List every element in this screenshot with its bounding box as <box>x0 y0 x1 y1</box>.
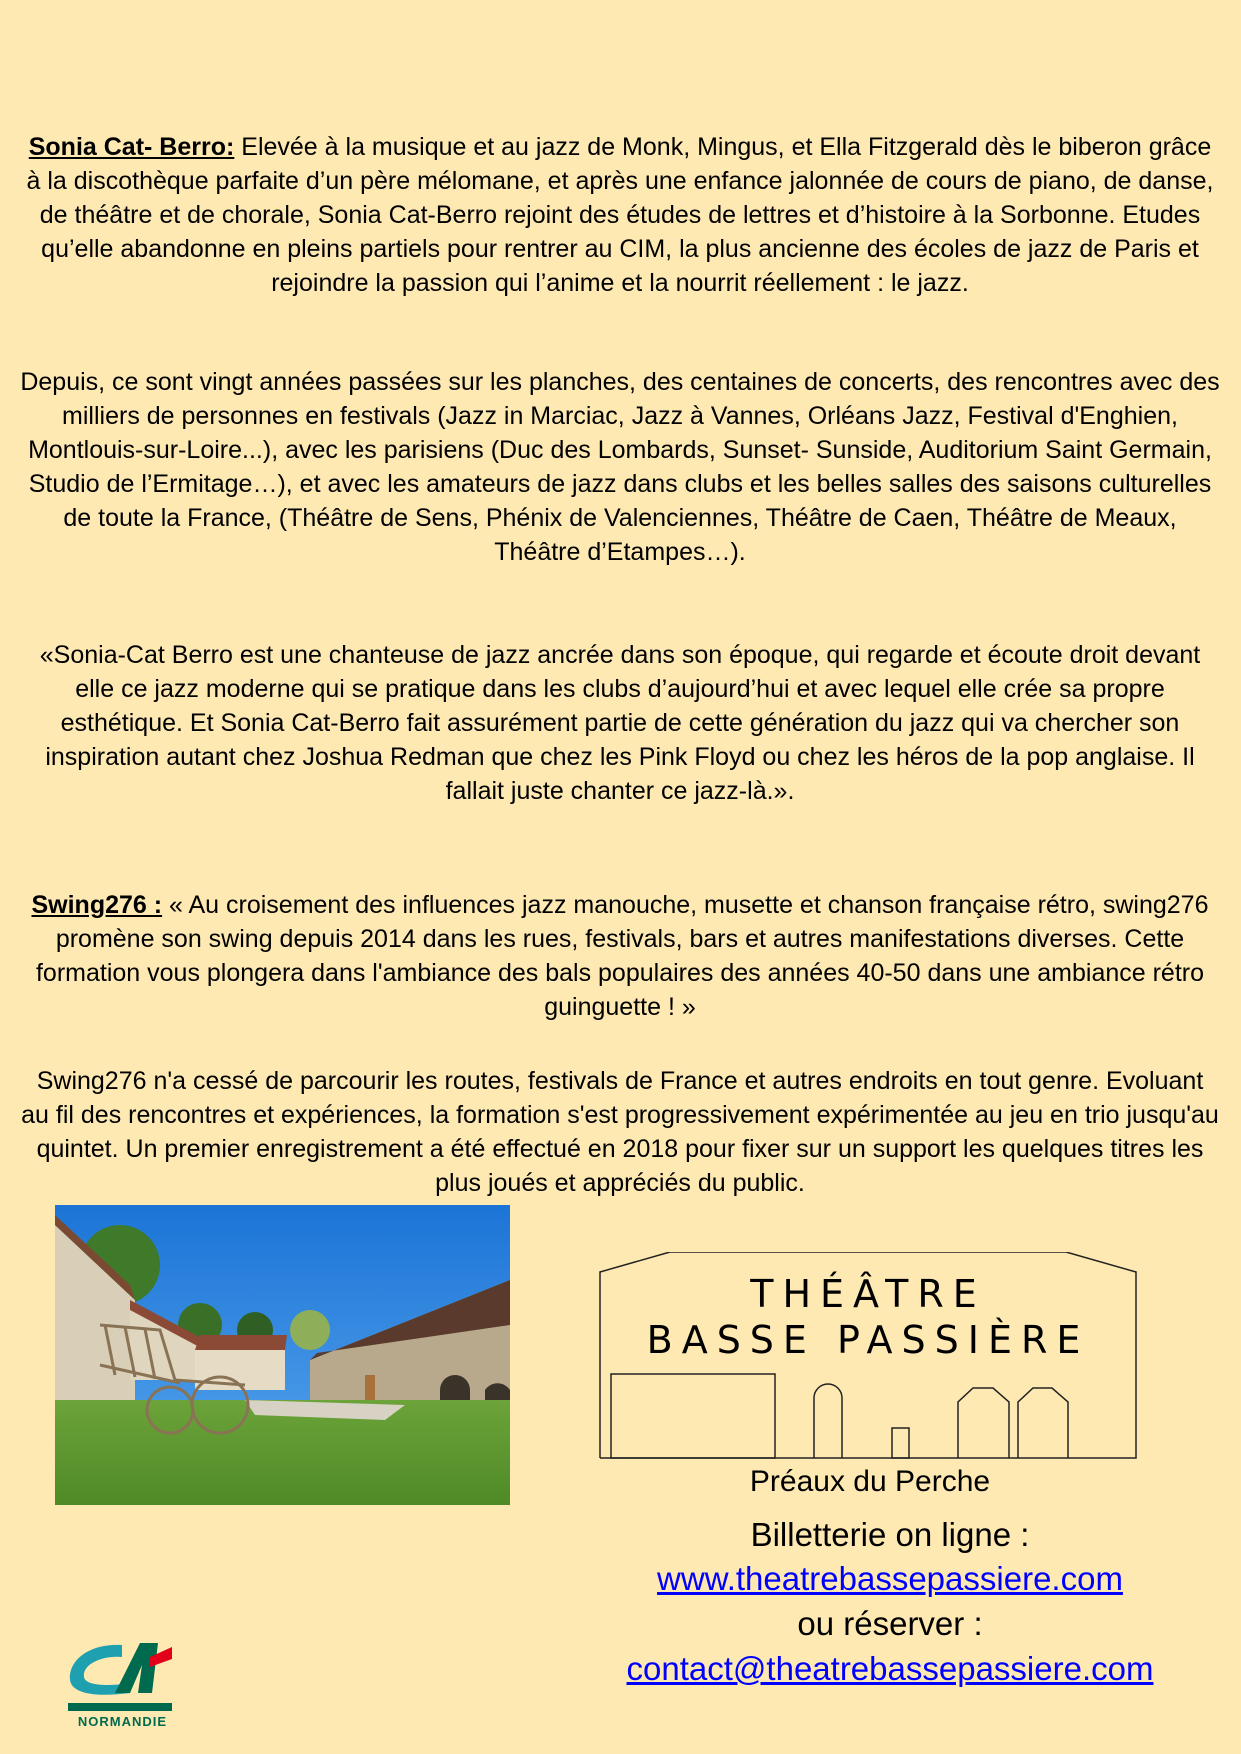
theatre-courtyard-photo <box>55 1205 510 1505</box>
swing-heading: Swing276 : <box>31 891 163 919</box>
sonia-career-paragraph: Depuis, ce sont vingt années passées sur les planches, des centaines de concerts, des rencontres avec des milliers de personnes en festivals (Jazz in Marciac, Jazz à Vannes, Orléans Jazz, Festival d'Enghien, Montlouis-sur-Loire...), avec les parisiens (Duc des Lombards, Sunset- Sunside, Auditorium Saint Germain, Studio de l’Ermitage…), et avec les amateurs de jazz dans clubs et les belles salles des saisons culturelles de toute la France, (Théâtre de Sens, Phénix de Valenciennes, Théâtre de Caen, Théâtre de Meaux, Théâtre d’Etampes…). <box>20 368 1220 566</box>
email-link[interactable]: contact@theatrebassepassiere.com <box>626 1650 1154 1687</box>
barn-door <box>365 1375 375 1400</box>
sonia-intro-text: Elevée à la musique et au jazz de Monk, Mingus, et Ella Fitzgerald dès le biberon grâce à la discothèque parfaite d’un père mélomane, et après une enfance jalonnée de cours de piano, de danse, de théâtre et de chorale, Sonia Cat-Berro rejoint des études de lettres et d’histoire à la Sorbonne. Etudes qu’elle abandonne en pleins partiels pour rentrer au CIM, la plus ancienne des écoles de jazz de Paris et rejoindre la passion qui l’anime et la nourrit réellement : le jazz. <box>26 133 1214 297</box>
theatre-logo-line2: BASSE PASSIÈRE <box>646 1318 1090 1362</box>
tree <box>290 1310 330 1350</box>
swing-intro-text: « Au croisement des influences jazz manouche, musette et chanson française rétro, swing276 promène son swing depuis 2014 dans les rues, festivals, bars et autres manifestations diverses. Cette formation vous plongera dans l'ambiance des bals populaires des années 40-50 dans une ambiance rétro guinguette ! » <box>35 891 1209 1021</box>
swing-history-paragraph: Swing276 n'a cessé de parcourir les routes, festivals de France et autres endroits en tout genre. Evoluant au fil des rencontres et expériences, la formation s'est progressivement expérimentée au jeu en trio jusqu'au quintet. Un premier enregistrement a été effectué en 2018 pour fixer sur un support les quelques titres les plus joués et appréciés du public. <box>21 1067 1219 1197</box>
website-link[interactable]: www.theatrebassepassiere.com <box>657 1560 1123 1597</box>
theatre-logo-line1: THÉÂTRE <box>750 1272 986 1316</box>
sponsor-logo <box>60 1635 185 1735</box>
sonia-quote-paragraph: «Sonia-Cat Berro est une chanteuse de jazz ancrée dans son époque, qui regarde et écoute droit devant elle ce jazz moderne qui se pratique dans les clubs d’aujourd’hui et avec lequel elle crée sa propre esthétique. Et Sonia Cat-Berro fait assurément partie de cette génération du jazz qui va chercher son inspiration autant chez Joshua Redman que chez les Pink Floyd ou chez les héros de la pop anglaise. Il fallait juste chanter ce jazz-là.». <box>39 641 1201 805</box>
center-roof <box>195 1335 287 1350</box>
sonia-heading: Sonia Cat- Berro: <box>28 133 235 161</box>
theatre-locality: Préaux du Perche <box>749 1465 991 1498</box>
courtyard-illustration <box>55 1205 510 1505</box>
theatre-logo <box>598 1252 1138 1462</box>
swing-intro-paragraph <box>20 888 1220 1024</box>
sponsor-name: NORMANDIE <box>77 1714 168 1729</box>
sonia-bio-paragraph <box>20 130 1220 300</box>
ticketing-label: Billetterie on ligne : <box>750 1516 1030 1553</box>
reserve-label: ou réserver : <box>797 1605 983 1642</box>
